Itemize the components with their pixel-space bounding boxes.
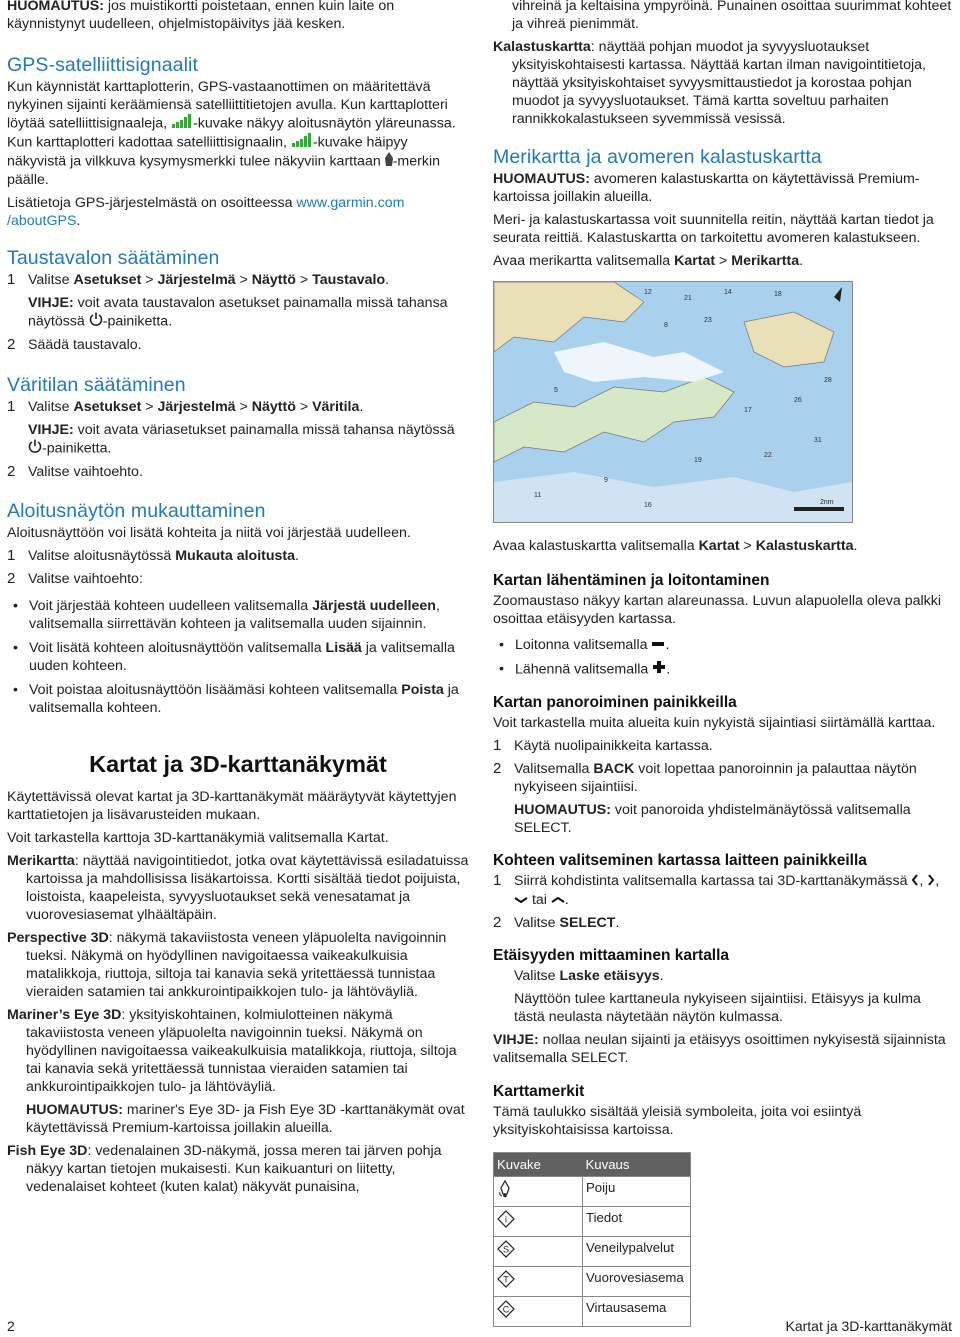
pan-note: HUOMAUTUS: voit panoroida yhdistelmänäytössä valitsemalla SELECT. (514, 802, 911, 837)
garmin-link[interactable]: www.garmin.com /aboutGPS (7, 195, 405, 229)
home-step-2: 2 Valitse vaihtoehto: (7, 570, 143, 587)
nav-chart-heading: Merikartta ja avomeren kalastuskartta (493, 146, 822, 168)
select-heading: Kohteen valitseminen kartassa laitteen painikkeilla (493, 852, 867, 870)
home-bullet-2: • Voit lisätä kohteen aloitusnäyttöön valitsemalla Lisää ja valitsemalla uuden kohteen. (13, 640, 455, 674)
page-number: 2 (7, 1318, 15, 1334)
fish-eye-continued: vihreinä ja keltaisina ympyröinä. Punainen osoittaa suurimmat kohteet ja vihreä pienimmät. (512, 0, 952, 32)
def-navigation-chart: Merikartta: näyttää navigointitiedot, jotka ovat käytettävissä esiladatuissa kartoissa ja mahdollisissa lisäkartoissa. Kortti sisältää tiedot poijuista, loistoista, kaapeleista, syvyysluotaukset sekä venesatamat ja vuorovesiasemat ylhäältäpäin. (7, 853, 469, 923)
svg-text:9: 9 (604, 477, 608, 484)
buoy-icon (497, 1180, 513, 1201)
charts-p1: Käytettävissä olevat kartat ja 3D-karttanäkymät määräytyvät käytettyjen karttatietojen ja lisävarusteiden mukaan. (7, 789, 457, 823)
pan-paragraph: Voit tarkastella muita alueita kuin nykyistä sijaintiasi siirtämällä karttaa. (493, 715, 936, 732)
home-step-1: 1 Valitse aloitusnäytössä Mukauta aloitusta. (7, 547, 299, 564)
table-row: Poiju (494, 1176, 691, 1206)
table-header-row (494, 1152, 691, 1176)
svg-text:14: 14 (724, 289, 732, 296)
symbols-heading: Karttamerkit (493, 1082, 585, 1100)
table-header-icon: Kuvake (494, 1152, 583, 1176)
gps-more-info: Lisätietoja GPS-järjestelmästä on osoitteessa www.garmin.com /aboutGPS. (7, 195, 405, 229)
arrow-up-icon (551, 891, 565, 909)
select-step-2: 2 Valitse SELECT. (493, 913, 620, 931)
zoom-paragraph: Zoomaustaso näkyy kartan alareunassa. Luvun alapuolella oleva palkki osoittaa etäisyyden kartassa. (493, 593, 941, 627)
svg-text:18: 18 (774, 291, 782, 298)
right-column (493, 0, 953, 1327)
backlight-step-2: 2 Säädä taustavalo. (7, 336, 142, 353)
color-tip: VIHJE: voit avata väriasetukset painamalla missä tahansa näytössä -painiketta. (28, 422, 455, 457)
home-bullet-1: • Voit järjestää kohteen uudelleen valitsemalla Järjestä uudelleen, valitsemalla siirrettävän kohteen ja valitsemalla uuden sijainnin. (13, 598, 440, 632)
svg-text:28: 28 (824, 377, 832, 384)
gps-paragraph: Kun käynnistät karttaplotterin, GPS-vastaanottimen on määritettävä nykyinen sijainti keräämiensä satelliittitietojen avulla. Kun karttaplotteri löytää satelliittisignaaleja, -kuvake näkyy aloitusnäytön yläreunassa. Kun karttaplotteri kadottaa satelliittisignaalin, -kuvake häipyy näkyvistä ja vilkkuva kysymysmerkki tulee näkyviin karttaan -merkin päälle. (7, 79, 456, 188)
def-fishing-chart: Kalastuskartta: näyttää pohjan muodot ja syvyysluotaukset yksityiskohtaisesti kartassa. Näyttää kartan ilman navigointitietoja, näyttää yksityiskohtaiset syvyysmittaustiedot ja korostaa pohjan muodot ja syvyysluotaukset. Tämä kartta soveltuu parhaiten rannikkokalastukseen syvemmissä vesissä. (493, 39, 926, 127)
zoom-in-bullet: • Lähennä valitsemalla . (499, 661, 671, 678)
table-row: S Veneilypalvelut (494, 1236, 691, 1266)
nav-p2: Avaa merikartta valitsemalla Kartat > Merikartta. (493, 253, 804, 269)
backlight-step-1: 1 Valitse Asetukset > Järjestelmä > Näyttö > Taustavalo. (7, 271, 390, 288)
measure-p1: Valitse Laske etäisyys. (514, 967, 664, 984)
svg-text:11: 11 (534, 492, 542, 499)
map-scale-label: 2nm (820, 499, 834, 506)
symbols-paragraph: Tämä taulukko sisältää yleisiä symboleita, joita voi esiintyä yksityiskohtaisissa kartoissa. (493, 1103, 862, 1138)
home-intro: Aloitusnäyttöön voi lisätä kohteita ja niitä voi järjestää uudelleen. (7, 525, 411, 541)
pan-step-2: 2 Valitsemalla BACK voit lopettaa panoroinnin ja palauttaa näytön nykyiseen sijaintiisi. (493, 760, 917, 796)
charts-heading: Kartat ja 3D-karttanäkymät (89, 751, 387, 777)
svg-text:8: 8 (664, 322, 668, 329)
svg-text:T: T (503, 1274, 509, 1285)
svg-text:S: S (502, 1244, 510, 1255)
svg-text:21: 21 (684, 295, 692, 302)
navigation-chart-image (493, 281, 853, 523)
note-top: HUOMAUTUS: jos muistikortti poistetaan, ennen kuin laite on käynnistynyt uudelleen, ohjelmistopäivitys jää kesken. (7, 0, 395, 32)
table-header-description: Kuvaus (583, 1152, 691, 1176)
svg-text:22: 22 (764, 452, 772, 459)
signal-bars-icon (171, 114, 193, 133)
measure-tip: VIHJE: nollaa neulan sijainti ja etäisyys osoittimen nykyisestä sijainnista valitsemalla SELECT. (493, 1031, 946, 1066)
pan-step-1: 1 Käytä nuolipainikkeita kartassa. (493, 737, 713, 755)
gps-heading: GPS-satelliittisignaalit (7, 54, 198, 76)
table-row: i Tiedot (494, 1206, 691, 1236)
def-fish-eye-3d: Fish Eye 3D: vedenalainen 3D-näkymä, jossa meren tai järven pohja näkyy kartan tietojen mukaisesti. Kun kaikuanturi on liitetty, vedenalaiset kohteet (kuten kalat) näkyvät punaisina, (7, 1143, 442, 1195)
backlight-tip: VIHJE: voit avata taustavalon asetukset painamalla missä tahansa näytössä -painiketta. (28, 295, 448, 330)
fishing-chart-instruction: Avaa kalastuskartta valitsemalla Kartat > Kalastuskartta. (493, 538, 858, 554)
tide-station-icon (497, 1270, 515, 1291)
nav-p1: Meri- ja kalastuskartassa voit suunnitella reitin, näyttää kartan tiedot ja seurata reittiä. Kalastuskartta on tarkoitettu avomeren kalastukseen. (493, 212, 934, 246)
nav-note: HUOMAUTUS: avomeren kalastuskartta on käytettävissä Premium-kartoissa joillakin alueilla. (493, 171, 920, 205)
signal-bars-icon (291, 133, 313, 152)
table-row: C Virtausasema (494, 1296, 691, 1326)
pan-heading: Kartan panoroiminen painikkeilla (493, 694, 737, 712)
charts-p2: Voit tarkastella karttoja 3D-karttanäkymiä valitsemalla Kartat. (7, 830, 389, 846)
home-screen-heading: Aloitusnäytön mukauttaminen (7, 500, 266, 522)
zoom-out-bullet: • Loitonna valitsemalla . (499, 637, 670, 653)
svg-text:C: C (502, 1304, 510, 1315)
zoom-heading: Kartan lähentäminen ja loitontaminen (493, 572, 770, 589)
power-icon (28, 439, 42, 458)
svg-text:5: 5 (554, 387, 558, 394)
arrow-down-icon (514, 891, 528, 909)
color-step-1: 1 Valitse Asetukset > Järjestelmä > Näyttö > Väritila. (7, 398, 364, 415)
svg-text:31: 31 (814, 437, 822, 444)
svg-text:16: 16 (644, 502, 652, 509)
chart-symbols-table (493, 1152, 691, 1327)
table-row: T Vuorovesiasema (494, 1266, 691, 1296)
power-icon (89, 312, 103, 331)
chart-map-graphic (494, 282, 852, 522)
home-bullet-3: • Voit poistaa aloitusnäyttöön lisäämäsi kohteen valitsemalla Poista ja valitsemalla kohteen. (13, 682, 459, 716)
color-mode-heading: Väritilan säätäminen (7, 374, 186, 396)
svg-text:19: 19 (694, 457, 702, 464)
svg-text:i: i (505, 1214, 507, 1225)
marine-services-icon (497, 1240, 515, 1261)
minus-icon (651, 636, 665, 654)
backlight-heading: Taustavalon säätäminen (7, 247, 220, 269)
color-step-2: 2 Valitse vaihtoehto. (7, 463, 143, 480)
measure-heading: Etäisyyden mittaaminen kartalla (493, 946, 730, 964)
charts-note: HUOMAUTUS: mariner's Eye 3D- ja Fish Eye 3D -karttanäkymät ovat käytettävissä Premium-kartoissa joillakin alueilla. (26, 1102, 465, 1136)
measure-p2: Näyttöön tulee karttaneula nykyiseen sijaintiisi. Etäisyys ja kulma tästä neulasta näytetään näytön kulmassa. (514, 990, 921, 1025)
current-station-icon (497, 1300, 515, 1321)
svg-text:12: 12 (644, 289, 652, 296)
svg-text:17: 17 (744, 407, 752, 414)
footer-title: Kartat ja 3D-karttanäkymät (785, 1318, 952, 1334)
info-icon (497, 1210, 515, 1231)
left-column (7, 0, 469, 1201)
def-mariners-eye-3d: Mariner’s Eye 3D: yksityiskohtainen, kolmiulotteinen näkymä takaviistosta veneen yläpuolelta navigoinnin tueksi. Näkymä on hyödyllinen navigoitaessa vaikeakulkuisia matalikkoja, riuttoja, siltoja tai kanavia sekä yritettäessä tunnistaa vieraiden satamien tai ankkurointipaikkojen tulo- ja lähtöväyliä. (7, 1007, 457, 1095)
select-step-1: 1 Siirrä kohdistinta valitsemalla kartassa tai 3D-karttanäkymässä , , tai . (493, 872, 940, 908)
def-perspective-3d: Perspective 3D: näkymä takaviistosta veneen yläpuolelta navigoinnin tueksi. Näkymä on hyödyllinen navigoitaessa vaikeakulkuisia matalikkoja, riuttoja, siltoja tai kanavia sekä yritettäessä tunnistaa vieraiden satamien tai ankkurointipaikkojen tulo- ja lähtöväyliä. (7, 930, 447, 1000)
svg-text:26: 26 (794, 397, 802, 404)
plus-icon (652, 660, 666, 679)
boat-icon (385, 152, 393, 171)
svg-text:23: 23 (704, 317, 712, 324)
